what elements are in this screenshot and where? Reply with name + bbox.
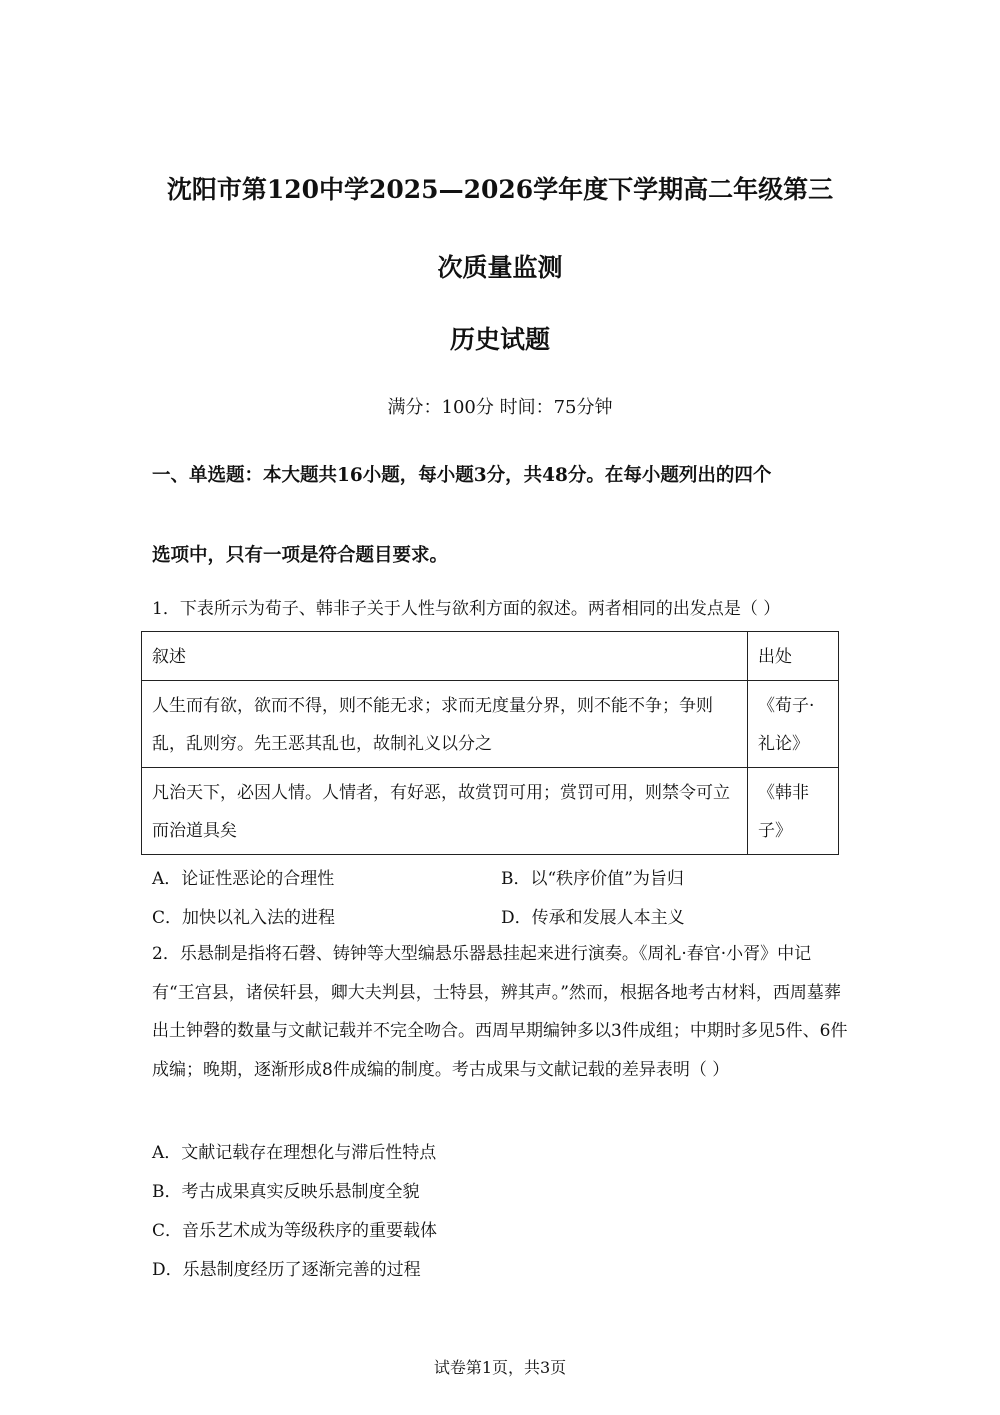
- table-header-cell: 出处: [748, 632, 839, 681]
- q2-option-d[interactable]: D．乐悬制度经历了逐渐完善的过程: [152, 1260, 421, 1280]
- q2-option-a[interactable]: A．文献记载存在理想化与滞后性特点: [152, 1143, 437, 1163]
- question-2-stem: 2．乐悬制是指将石磬、铸钟等大型编悬乐器悬挂起来进行演奏。《周礼·春官·小胥》中记有“王宫县，诸侯轩县，卿大夫判县，士特县，辨其声。”然而，根据各地考古材料，西周墓葬出土钟磬的数量与文献记载并不完全吻合。西周早期编钟多以3件成组；中期时多见5件、6件成编；晚期，逐渐形成8件成编的制度。考古成果与文献记载的差异表明（ ）: [152, 944, 848, 1080]
- q1-option-c[interactable]: C．加快以礼入法的进程: [152, 908, 336, 928]
- table-row: [142, 681, 839, 768]
- question-1-stem: 1．下表所示为荀子、韩非子关于人性与欲利方面的叙述。两者相同的出发点是（ ）: [152, 599, 781, 619]
- section-heading-line1: 一、单选题：本大题共16小题，每小题3分，共48分。在每小题列出的四个: [152, 465, 772, 486]
- q1-option-b[interactable]: B．以“秩序价值”为旨归: [501, 869, 684, 889]
- table-cell-quote: 人生而有欲，欲而不得，则不能无求；求而无度量分界，则不能不争；争则乱，乱则穷。先王恶其乱也，故制礼义以分之: [142, 681, 748, 768]
- exam-title-line2: 次质量监测: [437, 253, 563, 282]
- exam-title-line1: 沈阳市第120中学2025—2026学年度下学期高二年级第三: [166, 175, 834, 204]
- table-cell-source: 《韩非子》: [748, 768, 839, 855]
- q2-option-c[interactable]: C．音乐艺术成为等级秩序的重要载体: [152, 1221, 438, 1241]
- q1-option-a[interactable]: A．论证性恶论的合理性: [152, 869, 335, 889]
- q2-option-b[interactable]: B．考古成果真实反映乐悬制度全貌: [152, 1182, 420, 1202]
- q1-option-d[interactable]: D．传承和发展人本主义: [501, 908, 685, 928]
- section-heading-line2: 选项中，只有一项是符合题目要求。: [152, 545, 449, 566]
- subject-title: 历史试题: [449, 325, 550, 354]
- table-header-row: [142, 632, 839, 681]
- table-cell-source: 《荀子·礼论》: [748, 681, 839, 768]
- table-header-cell: 叙述: [142, 632, 748, 681]
- score-time-info: 满分：100分 时间：75分钟: [387, 397, 613, 418]
- page-footer: 试卷第1页，共3页: [433, 1358, 567, 1377]
- question-1-table: [141, 631, 839, 855]
- table-row: [142, 768, 839, 855]
- table-cell-quote: 凡治天下，必因人情。人情者，有好恶，故赏罚可用；赏罚可用，则禁令可立而治道具矣: [142, 768, 748, 855]
